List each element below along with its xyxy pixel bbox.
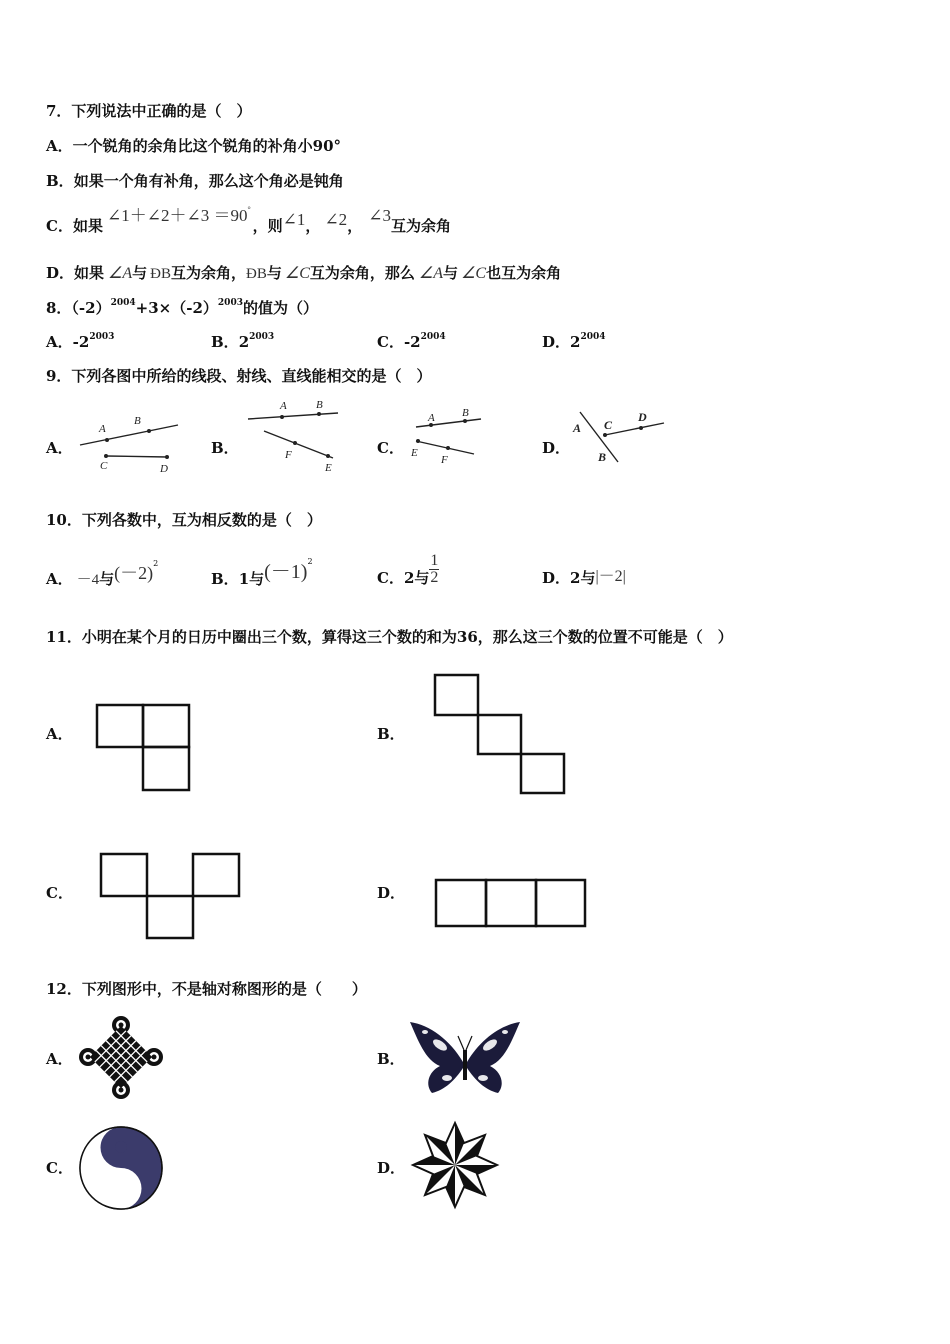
- q11a-cell-1: [97, 705, 143, 747]
- q10-option-d-w: 与: [580, 569, 596, 587]
- q7-option-d-angle-b: ÐB: [150, 266, 172, 282]
- q10-option-a-label: A．: [46, 570, 73, 588]
- q11-option-b-label[interactable]: B．: [377, 725, 405, 743]
- q8-stem-exp1: 2004: [110, 298, 136, 308]
- q9a-point-a: [105, 438, 109, 442]
- q8-option-b-base: 2: [238, 333, 250, 351]
- q9b-line-ab: [248, 413, 338, 419]
- q8-option-d-label: D．: [542, 333, 571, 351]
- q9b-point-e: [326, 454, 330, 458]
- q7-option-c-angle-2: ∠2: [324, 210, 348, 229]
- q7-option-d-w5: 与: [443, 264, 459, 282]
- q10-option-c-label: C．: [377, 569, 404, 587]
- q9c-segment-ab: [416, 419, 481, 427]
- q10-option-c-w: 与: [414, 569, 430, 587]
- q11b-cell-3: [521, 754, 564, 793]
- q10-option-a-w: 与: [99, 570, 115, 588]
- q7-option-c-label: C．: [46, 217, 73, 235]
- q9a-point-b: [147, 429, 151, 433]
- q10-option-b[interactable]: [211, 557, 313, 595]
- q9d-label-b: B: [598, 450, 607, 464]
- q9c-point-e: [416, 439, 420, 443]
- q10-option-b-expr: (－1): [264, 561, 308, 583]
- q10-option-a-x: －4: [76, 572, 100, 588]
- q10-option-c[interactable]: [377, 544, 439, 592]
- q7-option-c-angle-1: ∠1: [282, 210, 306, 229]
- q7-stem: 7．下列说法中正确的是（ ）: [46, 102, 252, 120]
- q11-figure-a: [97, 705, 189, 790]
- q9c-label-e: E: [411, 447, 418, 459]
- q9d-label-d: D: [638, 410, 647, 424]
- q9a-label-a: A: [99, 423, 106, 435]
- q12-option-b-label[interactable]: B．: [377, 1050, 405, 1068]
- q7-option-d-label: D．: [46, 264, 75, 282]
- q12-option-d-label[interactable]: D．: [377, 1159, 406, 1177]
- q9a-label-b: B: [134, 415, 141, 427]
- q7-option-d-w2: 互为余角，: [171, 264, 247, 282]
- q10-option-c-numerator: 1: [430, 551, 439, 569]
- q10-option-d-label: D．: [542, 569, 571, 587]
- q9d-point-d: [639, 426, 643, 430]
- q9c-label-a: A: [428, 412, 435, 424]
- q10-stem: 10．下列各数中，互为相反数的是（ ）: [46, 511, 322, 529]
- q7-option-d-w1: 与: [132, 264, 148, 282]
- q10-option-d-expr: |－2|: [595, 568, 626, 585]
- q7-option-c-mid: ，则: [252, 217, 283, 235]
- q11c-cell-2: [147, 896, 193, 938]
- q7-option-d-angle-c2: ∠C: [461, 265, 487, 282]
- q7-option-c-post: 互为余角: [390, 217, 451, 235]
- q8-option-a-base: -2: [72, 333, 90, 351]
- q9b-label-e: E: [325, 462, 332, 474]
- q8-stem-pre: 8．（-2）: [46, 299, 111, 317]
- q9-figure-b: [248, 399, 338, 474]
- q9c-label-f: F: [441, 454, 448, 466]
- q10-option-a-exp: 2: [153, 559, 159, 568]
- q11b-cell-1: [435, 675, 478, 715]
- q9d-label-c: C: [604, 418, 613, 432]
- q10-option-a[interactable]: [46, 559, 159, 596]
- q8-stem-post: 的值为（）: [242, 299, 318, 317]
- q7-option-a-text: 一个锐角的余角比这个锐角的补角小90°: [72, 137, 342, 155]
- q9a-line-ab: [80, 425, 178, 445]
- q9a-segment-cd: [106, 456, 167, 457]
- q9-stem: 9．下列各图中所给的线段、射线、直线能相交的是（ ）: [46, 367, 432, 385]
- q11-figure-c: [101, 854, 239, 938]
- q9b-line-fe: [264, 431, 333, 458]
- q8-option-c-exp: 2004: [420, 332, 446, 342]
- q9a-point-d: [165, 455, 169, 459]
- q10-option-b-w: 与: [249, 570, 265, 588]
- q7-option-a-label: A．: [46, 137, 73, 155]
- q12-option-a-label[interactable]: A．: [46, 1050, 73, 1068]
- q7-option-b-text: 如果一个角有补角，那么这个角必是钝角: [73, 172, 344, 190]
- q11d-cell-1: [436, 880, 486, 926]
- q9b-label-f: F: [285, 449, 292, 461]
- q12-figure-d-star-icon: [413, 1123, 497, 1207]
- q10-option-b-label: B．: [211, 570, 239, 588]
- q10-option-d-x: 2: [570, 569, 581, 587]
- q8-option-d-base: 2: [570, 333, 581, 351]
- q11-option-a-label[interactable]: A．: [46, 725, 73, 743]
- q8-stem-mid: +3×（-2）: [135, 299, 218, 317]
- q10-option-d[interactable]: [542, 564, 626, 593]
- q7-option-d-angle-a: ∠A: [108, 265, 133, 282]
- q7-option-c-sep2: ，: [347, 217, 363, 235]
- q11-option-c-label[interactable]: C．: [46, 884, 73, 902]
- q10-option-c-fraction: [429, 553, 439, 586]
- q8-option-c-label: C．: [377, 333, 404, 351]
- q7-option-d-w4: 互为余角，那么: [309, 264, 415, 282]
- q9a-point-c: [104, 454, 108, 458]
- q8-option-a-label: A．: [46, 333, 73, 351]
- q9-option-b-label[interactable]: B．: [211, 439, 239, 457]
- q7-option-c-degree: °: [247, 205, 251, 214]
- q7-option-d-w3: 与: [266, 264, 282, 282]
- q9b-label-a: A: [280, 400, 287, 412]
- q11a-cell-2: [143, 705, 189, 747]
- q9b-label-b: B: [316, 399, 323, 411]
- q12-option-c-label[interactable]: C．: [46, 1159, 73, 1177]
- q10-option-a-expr: (－2): [114, 563, 154, 583]
- q9c-ray-ef: [416, 441, 474, 454]
- q11b-cell-2: [478, 715, 521, 754]
- q9a-label-c: C: [100, 460, 108, 472]
- q9-option-c-label[interactable]: C．: [377, 439, 404, 457]
- q11-figure-d: [436, 880, 585, 926]
- q8-option-b-exp: 2003: [249, 332, 275, 342]
- q11d-cell-2: [486, 880, 536, 926]
- q9d-ray-cd: [605, 423, 664, 435]
- q7-option-c-pre: 如果: [72, 217, 103, 235]
- q9b-point-b: [317, 412, 321, 416]
- q11a-cell-3: [143, 747, 189, 790]
- q7-option-d-w6: 也互为余角: [486, 264, 562, 282]
- q7-option-c-expression-text: ∠1＋∠2＋∠3 ＝90: [106, 206, 248, 225]
- q9b-point-a: [280, 415, 284, 419]
- q8-option-d-exp: 2004: [580, 332, 606, 342]
- q8-option-c-base: -2: [403, 333, 421, 351]
- q9c-point-f: [446, 446, 450, 450]
- q7-option-d-angle-c: ∠C: [284, 265, 310, 282]
- q8-stem-exp2: 2003: [217, 298, 243, 308]
- q9c-label-b: B: [462, 407, 469, 419]
- q8-option-b-label: B．: [211, 333, 239, 351]
- q9d-point-c: [603, 433, 607, 437]
- q12-figure-b-butterfly-icon: [410, 1022, 520, 1093]
- q7-option-d-angle-a2: ∠A: [418, 265, 444, 282]
- q10-option-c-x: 2: [403, 569, 415, 587]
- q12-figure-c-yin-yang-icon: [80, 1127, 162, 1209]
- q9b-point-f: [293, 441, 297, 445]
- q12-figure-a-chinese-knot-icon: [79, 1016, 163, 1099]
- q9c-point-b: [463, 419, 467, 423]
- q9-figure-d: [572, 410, 664, 464]
- q10-option-c-denominator: 2: [430, 568, 439, 586]
- q7-option-c-sep1: ，: [305, 217, 321, 235]
- q11c-cell-1: [101, 854, 147, 896]
- q10-option-b-exp: 2: [307, 557, 313, 566]
- q9a-label-d: D: [160, 463, 168, 475]
- q11-figure-b: [435, 675, 564, 793]
- q11d-cell-3: [536, 880, 585, 926]
- q12-stem: 12．下列图形中，不是轴对称图形的是（ ）: [46, 980, 367, 998]
- q9-option-d-label[interactable]: D．: [542, 439, 571, 457]
- q7-option-d-pre: 如果: [74, 264, 105, 282]
- q8-option-a-exp: 2003: [89, 332, 115, 342]
- q11c-cell-3: [193, 854, 239, 896]
- q9-figure-c: [410, 407, 481, 466]
- q11-stem: 11．小明在某个月的日历中圈出三个数，算得这三个数的和为36，那么这三个数的位置不可能是（ ）: [46, 628, 733, 646]
- q9-option-a-label[interactable]: A．: [46, 439, 73, 457]
- q7-option-d-angle-b2: ÐB: [246, 266, 267, 282]
- q10-option-b-x: 1: [238, 570, 250, 588]
- q11-option-d-label[interactable]: D．: [377, 884, 406, 902]
- q7-option-c-angle-3: ∠3: [368, 206, 391, 225]
- q9d-label-a: A: [573, 421, 582, 435]
- q7-option-b-label: B．: [46, 172, 74, 190]
